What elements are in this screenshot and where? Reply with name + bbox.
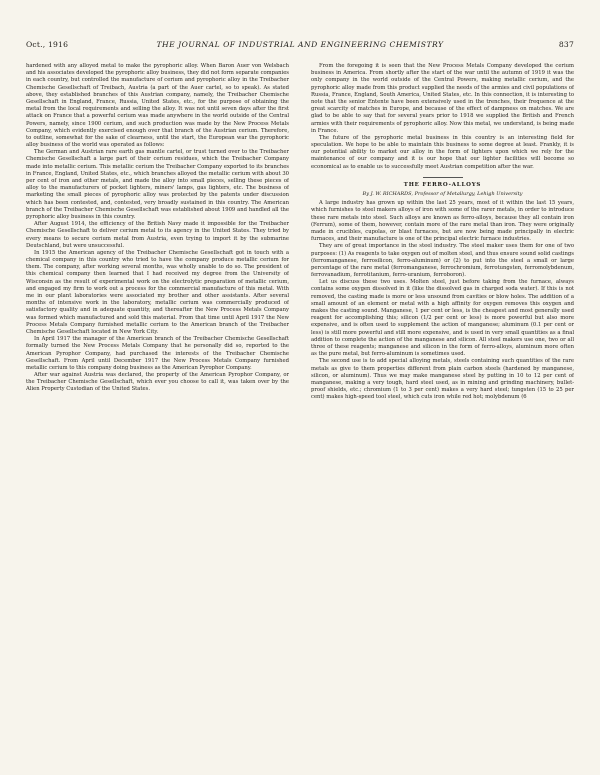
paragraph: The German and Austrian rare earth gas mantle cartel, or trust turned over to the Treibacher Chemische Gesellschaft a large part of their cerium residues, which the Treibacher Company made into metallic cerium. This metallic cerium the Treibacher Company exported to its branches in France, England, United States, etc., which branches alloyed the metallic cerium with about 30 per cent of iron and other metals, and made the alloy into small pieces, selling these pieces of alloy to the manufacturers of pocket lighters, miners' lamps, gas lighters, etc. The business of marketing the small pieces of pyrophoric alloy was protected by the patents under discussion which has been contested, and, contested, very broadly sustained in this country. The American branch of the Treibacher Chemische Gesellschaft was established about 1909 and handled all the pyrophoric alloy business in this country. bbox=[26, 149, 289, 220]
paragraph: In April 1917 the manager of the American branch of the Treibacher Chemische Gesellschaft formally turned the New Process Metals Company that he personally did so, reported to the American Pyrophor Company, had purchased the interests of the Treibacher Chemische Gesellschaft. From April until December 1917 the New Process Metals Company furnished metallic cerium to this company doing business as the American Pyrophor Company. bbox=[26, 336, 289, 371]
paragraph: From the foregoing it is seen that the New Process Metals Company developed the cerium business in America. From shortly after the start of the war until the autumn of 1919 it was the only company in the world outside of the Central Powers, making metallic cerium, and the pyrophoric alloy made from this product supplied the needs of the armies and civil populations of Russia, France, England, South America, United States, etc. In this connection, it is interesting to note that the senior Entente have been extensively used in the trenches, their frequence at the great scarcity of matches in Europe, and because of the effect of dampness on matches. We are glad to be able to say that for several years prior to 1918 we supplied the British and French armies with their requirements of pyrophoric alloy. Now this metal, we understand, is being made in France. bbox=[311, 63, 574, 134]
paragraph: After August 1914, the efficiency of the British Navy made it impossible for the Treibacher Chemische Gesellschaft to deliver cerium metal to its agency in the United States. They tried by every means to secure cerium metal from Austria, even trying to import it by the submarine Deutschland, but were unsuccessful. bbox=[26, 221, 289, 249]
paragraph: The second use is to add special alloying metals, steels containing such quantities of the rare metals as give to them properties different from plain carbon steels (hardened by manganese, silicon, or aluminum). Thus we may make manganese steel by putting in 10 to 12 per cent of manganese, making a very tough, hard steel used, as in mining and grinding machinery, bullet-proof shields, etc.; chromium (1 to 3 per cent) makes a very hard steel; tungsten (15 to 25 per cent) makes high-speed tool steel, which cuts iron while red hot; molybdenum (6 bbox=[311, 358, 574, 401]
section-divider bbox=[423, 177, 463, 178]
page-header bbox=[26, 40, 574, 54]
right-column bbox=[311, 63, 574, 769]
author-byline: By J. W. RICHARDS, Professor of Metallurgy, Lehigh University bbox=[362, 191, 523, 197]
paragraph: After war against Austria was declared, the property of the American Pyrophor Company, or the Treibacher Chemische Gesellschaft, which ever you choose to call it, was taken over by the Alien Property Custodian of the United States. bbox=[26, 372, 289, 393]
page-number: 837 bbox=[558, 40, 574, 49]
paragraph: A large industry has grown up within the last 25 years, most of it within the last 15 years, which furnishes to steel makers alloys of iron with some of the rarer metals, in order to introduce these rare metals into steel. Such alloys are known as ferro-alloys, because they all contain iron (Ferrum), some of them, however, contain more of the rare metal than iron. They were originally made in crucibles, cupolas, or blast furnaces, but are now being made principally in electric furnaces, and their manufacture is one of the principal electric furnace industries. bbox=[311, 200, 574, 243]
paragraph: In 1915 the American agency of the Treibacher Chemische Gesellschaft got in touch with a chemical company in this country who tried to have the company produce metallic cerium for them. The company, after working several months, was wholly unable to do so. The president of this chemical company then learned that I had received my degree from the University of Wisconsin as the result of experimental work on the electrolytic preparation of metallic cerium, and engaged my firm to work out a process for the commercial manufacture of this metal. With me in our plant laboratories were associated my brother and other assistants. After several months of intensive work in the laboratory, metallic cerium was commercially produced of satisfactory quality and in adequate quantity, and thereafter the New Process Metals Company was formed which manufactured and sold this material. From that time until April 1917 the New Process Metals Company furnished metallic cerium to the American branch of the Treibacher Chemische Gesellschaft located in New York City. bbox=[26, 249, 289, 335]
paragraph: Let us discuss these two uses. Molten steel, just before taking from the furnace, always contains some oxygen dissolved in it (like the dissolved gas in charged soda water). If this is not removed, the casting made is more or less unsound from cavities or blow holes. The addition of a small amount of an element or metal with a high affinity for oxygen removes this oxygen and makes the casting sound. Manganese, 1 per cent or less, is the cheapest and most generally used reagent for accomplishing this; silicon (1/2 per cent or less) is more powerful but also more expensive, and is often used to supplement the action of manganese; aluminum (0.1 per cent or less) is still more powerful and still more expensive, and is used in very small quantities as a final addition to complete the action of the manganese and silicon. All steel makers use one, two or all three of these reagents; manganese and silicon in the form of ferro-alloys, aluminum more often as the pure metal, but ferro-aluminum is sometimes used. bbox=[311, 279, 574, 358]
issue-date: Oct., 1916 bbox=[26, 40, 69, 49]
left-column bbox=[26, 63, 289, 769]
journal-title: THE JOURNAL OF INDUSTRIAL AND ENGINEERING CHEMISTRY bbox=[156, 40, 444, 49]
paragraph: They are of great importance in the steel industry. The steel maker uses them for one of two purposes: (1) As reagents to take oxygen out of molten steel, and thus ensure sound solid castings (ferromanganese, ferrosilicon, ferro-aluminum) or (2) to put into the steel a small or large percentage of the rare metal (ferromanganese, ferrochromium, ferrotungsten, ferromolybdenum, ferrovanadium, ferrotitanium, ferro-uranium, ferroboron). bbox=[311, 243, 574, 279]
section-title: THE FERRO-ALLOYS bbox=[403, 181, 482, 188]
paragraph: hardened with any alloyed metal to make the pyrophoric alloy. When Baron Auer von Welsbach and his associates developed the pyrophoric alloy business, they did not form separate companies in each country, but controlled the manufacture of cerium and pyrophoric alloy in the Treibacher Chemische Gesellschaft of Treibach, Austria (a part of the Auer cartel, so to speak). As stated above, they established branches of this Austrian company, namely, the Treibacher Chemische Gesellschaft in England, France, Russia, United States, etc., for the purpose of obtaining the metal from the local requirements and selling the alloy. It was not until seven days after the first attack on France that a powerful cerium was made anywhere in the world outside of the Central Powers, namely, since 1900 cerium, and such production was made by the New Process Metals Company, which evidently exercised enough over that branch of the Austrian cerium. Therefore, to outline, somewhat for the sake of clearness, until the start, the European war the pyrophoric alloy business of the world was operated as follows: bbox=[26, 63, 289, 149]
paragraph: The future of the pyrophoric metal business in this country is an interesting field for speculation. We hope to be able to maintain this business to some degree at least. Frankly, it is our potential ability to market our alloy in the form of lighters upon which we rely for the maintenance of our company and it is our hope that our lighter facilities will become so economical as to enable us to successfully meet Austrian competition after the war. bbox=[311, 134, 574, 170]
